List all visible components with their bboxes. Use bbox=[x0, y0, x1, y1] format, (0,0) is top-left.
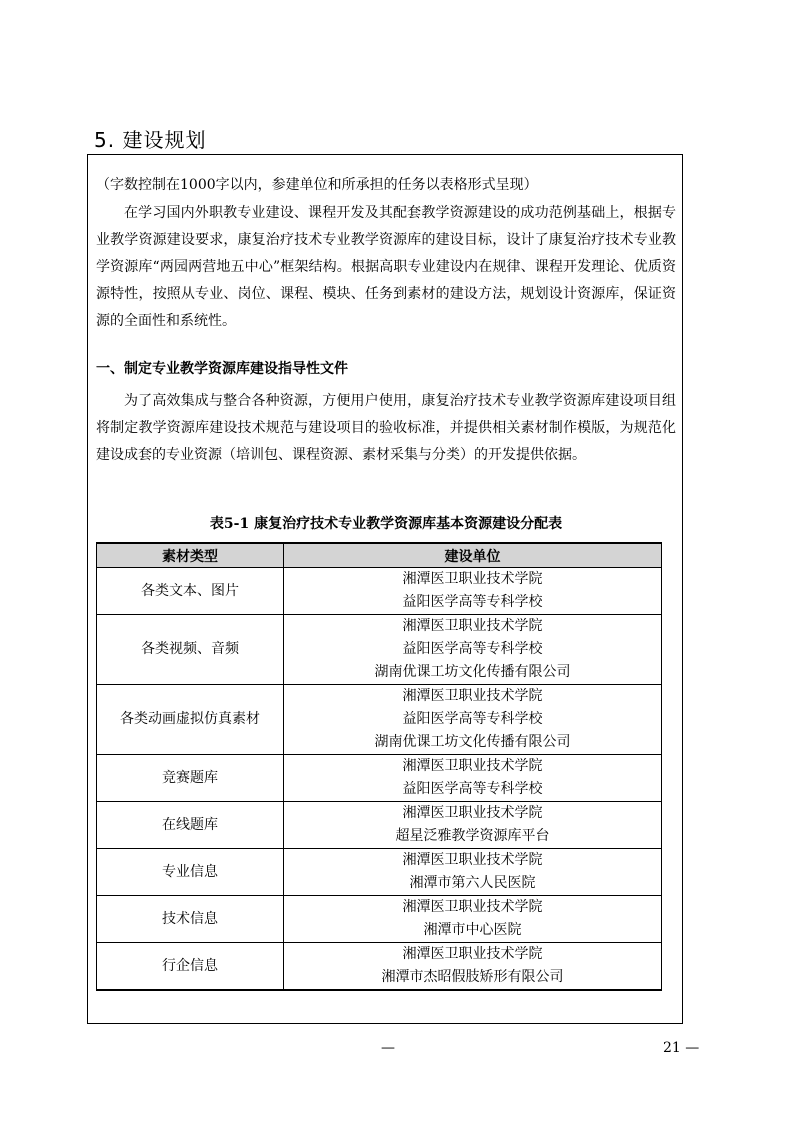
footer-dash: — bbox=[381, 1040, 395, 1056]
material-type-cell: 各类文本、图片 bbox=[97, 568, 284, 615]
material-type-cell: 各类动画虚拟仿真素材 bbox=[97, 685, 284, 755]
unit-name: 益阳医学高等专科学校 bbox=[402, 641, 543, 657]
table-row bbox=[97, 685, 662, 755]
page-number: 21 — bbox=[663, 1040, 700, 1056]
unit-name: 湘潭医卫职业技术学院 bbox=[402, 852, 543, 868]
units-cell bbox=[284, 685, 662, 755]
units-cell bbox=[284, 568, 662, 615]
units-cell bbox=[284, 615, 662, 685]
units-cell bbox=[284, 755, 662, 802]
table-row bbox=[97, 755, 662, 802]
header-construction-unit: 建设单位 bbox=[284, 543, 662, 568]
unit-name: 湘潭医卫职业技术学院 bbox=[402, 899, 543, 915]
unit-name: 湘潭市杰昭假肢矫形有限公司 bbox=[381, 969, 564, 985]
units-cell bbox=[284, 802, 662, 849]
units-cell bbox=[284, 849, 662, 896]
header-material-type: 素材类型 bbox=[97, 543, 284, 568]
units-cell bbox=[284, 943, 662, 991]
intro-paragraph: 在学习国内外职教专业建设、课程开发及其配套教学资源建设的成功范例基础上，根据专业教学资源建设要求，康复治疗技术专业教学资源库的建设目标，设计了康复治疗技术专业教学资源库“两园两营地五中心”框架结构。根据高职专业建设内在规律、课程开发理论、优质资源特性，按照从专业、岗位、课程、模块、任务到素材的建设方法，规划设计资源库，保证资源的全面性和系统性。 bbox=[96, 205, 676, 329]
table-caption: 表5-1 康复治疗技术专业教学资源库基本资源建设分配表 bbox=[209, 516, 563, 532]
units-cell bbox=[284, 896, 662, 943]
unit-name: 湘潭市第六人民医院 bbox=[409, 875, 536, 891]
table-header-row bbox=[97, 543, 662, 568]
table-row bbox=[97, 568, 662, 615]
unit-name: 湘潭医卫职业技术学院 bbox=[402, 946, 543, 962]
unit-name: 湖南优课工坊文化传播有限公司 bbox=[374, 664, 571, 680]
unit-name: 湘潭医卫职业技术学院 bbox=[402, 758, 543, 774]
unit-name: 湘潭医卫职业技术学院 bbox=[402, 688, 543, 704]
material-type-cell: 技术信息 bbox=[97, 896, 284, 943]
unit-name: 超星泛雅教学资源库平台 bbox=[395, 828, 550, 844]
material-type-cell: 在线题库 bbox=[97, 802, 284, 849]
unit-name: 湖南优课工坊文化传播有限公司 bbox=[374, 734, 571, 750]
material-type-cell: 各类视频、音频 bbox=[97, 615, 284, 685]
material-type-cell: 行企信息 bbox=[97, 943, 284, 991]
table-row bbox=[97, 802, 662, 849]
table-row bbox=[97, 943, 662, 991]
word-limit-note: （字数控制在1000字以内，参建单位和所承担的任务以表格形式呈现） bbox=[96, 177, 538, 193]
section-title: 5. 建设规划 bbox=[94, 128, 207, 152]
table-row bbox=[97, 896, 662, 943]
unit-name: 湘潭医卫职业技术学院 bbox=[402, 571, 543, 587]
part-one-paragraph: 为了高效集成与整合各种资源，方便用户使用，康复治疗技术专业教学资源库建设项目组将制定教学资源库建设技术规范与建设项目的验收标准，并提供相关素材制作模版，为规范化建设成套的专业资源（培训包、课程资源、素材采集与分类）的开发提供依据。 bbox=[96, 393, 676, 463]
table-row bbox=[97, 849, 662, 896]
allocation-table bbox=[96, 542, 662, 991]
table-row bbox=[97, 615, 662, 685]
material-type-cell: 专业信息 bbox=[97, 849, 284, 896]
unit-name: 益阳医学高等专科学校 bbox=[402, 594, 543, 610]
unit-name: 湘潭市中心医院 bbox=[423, 922, 522, 938]
material-type-cell: 竞赛题库 bbox=[97, 755, 284, 802]
unit-name: 益阳医学高等专科学校 bbox=[402, 781, 543, 797]
part-one-heading: 一、制定专业教学资源库建设指导性文件 bbox=[96, 361, 348, 377]
unit-name: 湘潭医卫职业技术学院 bbox=[402, 618, 543, 634]
unit-name: 湘潭医卫职业技术学院 bbox=[402, 805, 543, 821]
unit-name: 益阳医学高等专科学校 bbox=[402, 711, 543, 727]
